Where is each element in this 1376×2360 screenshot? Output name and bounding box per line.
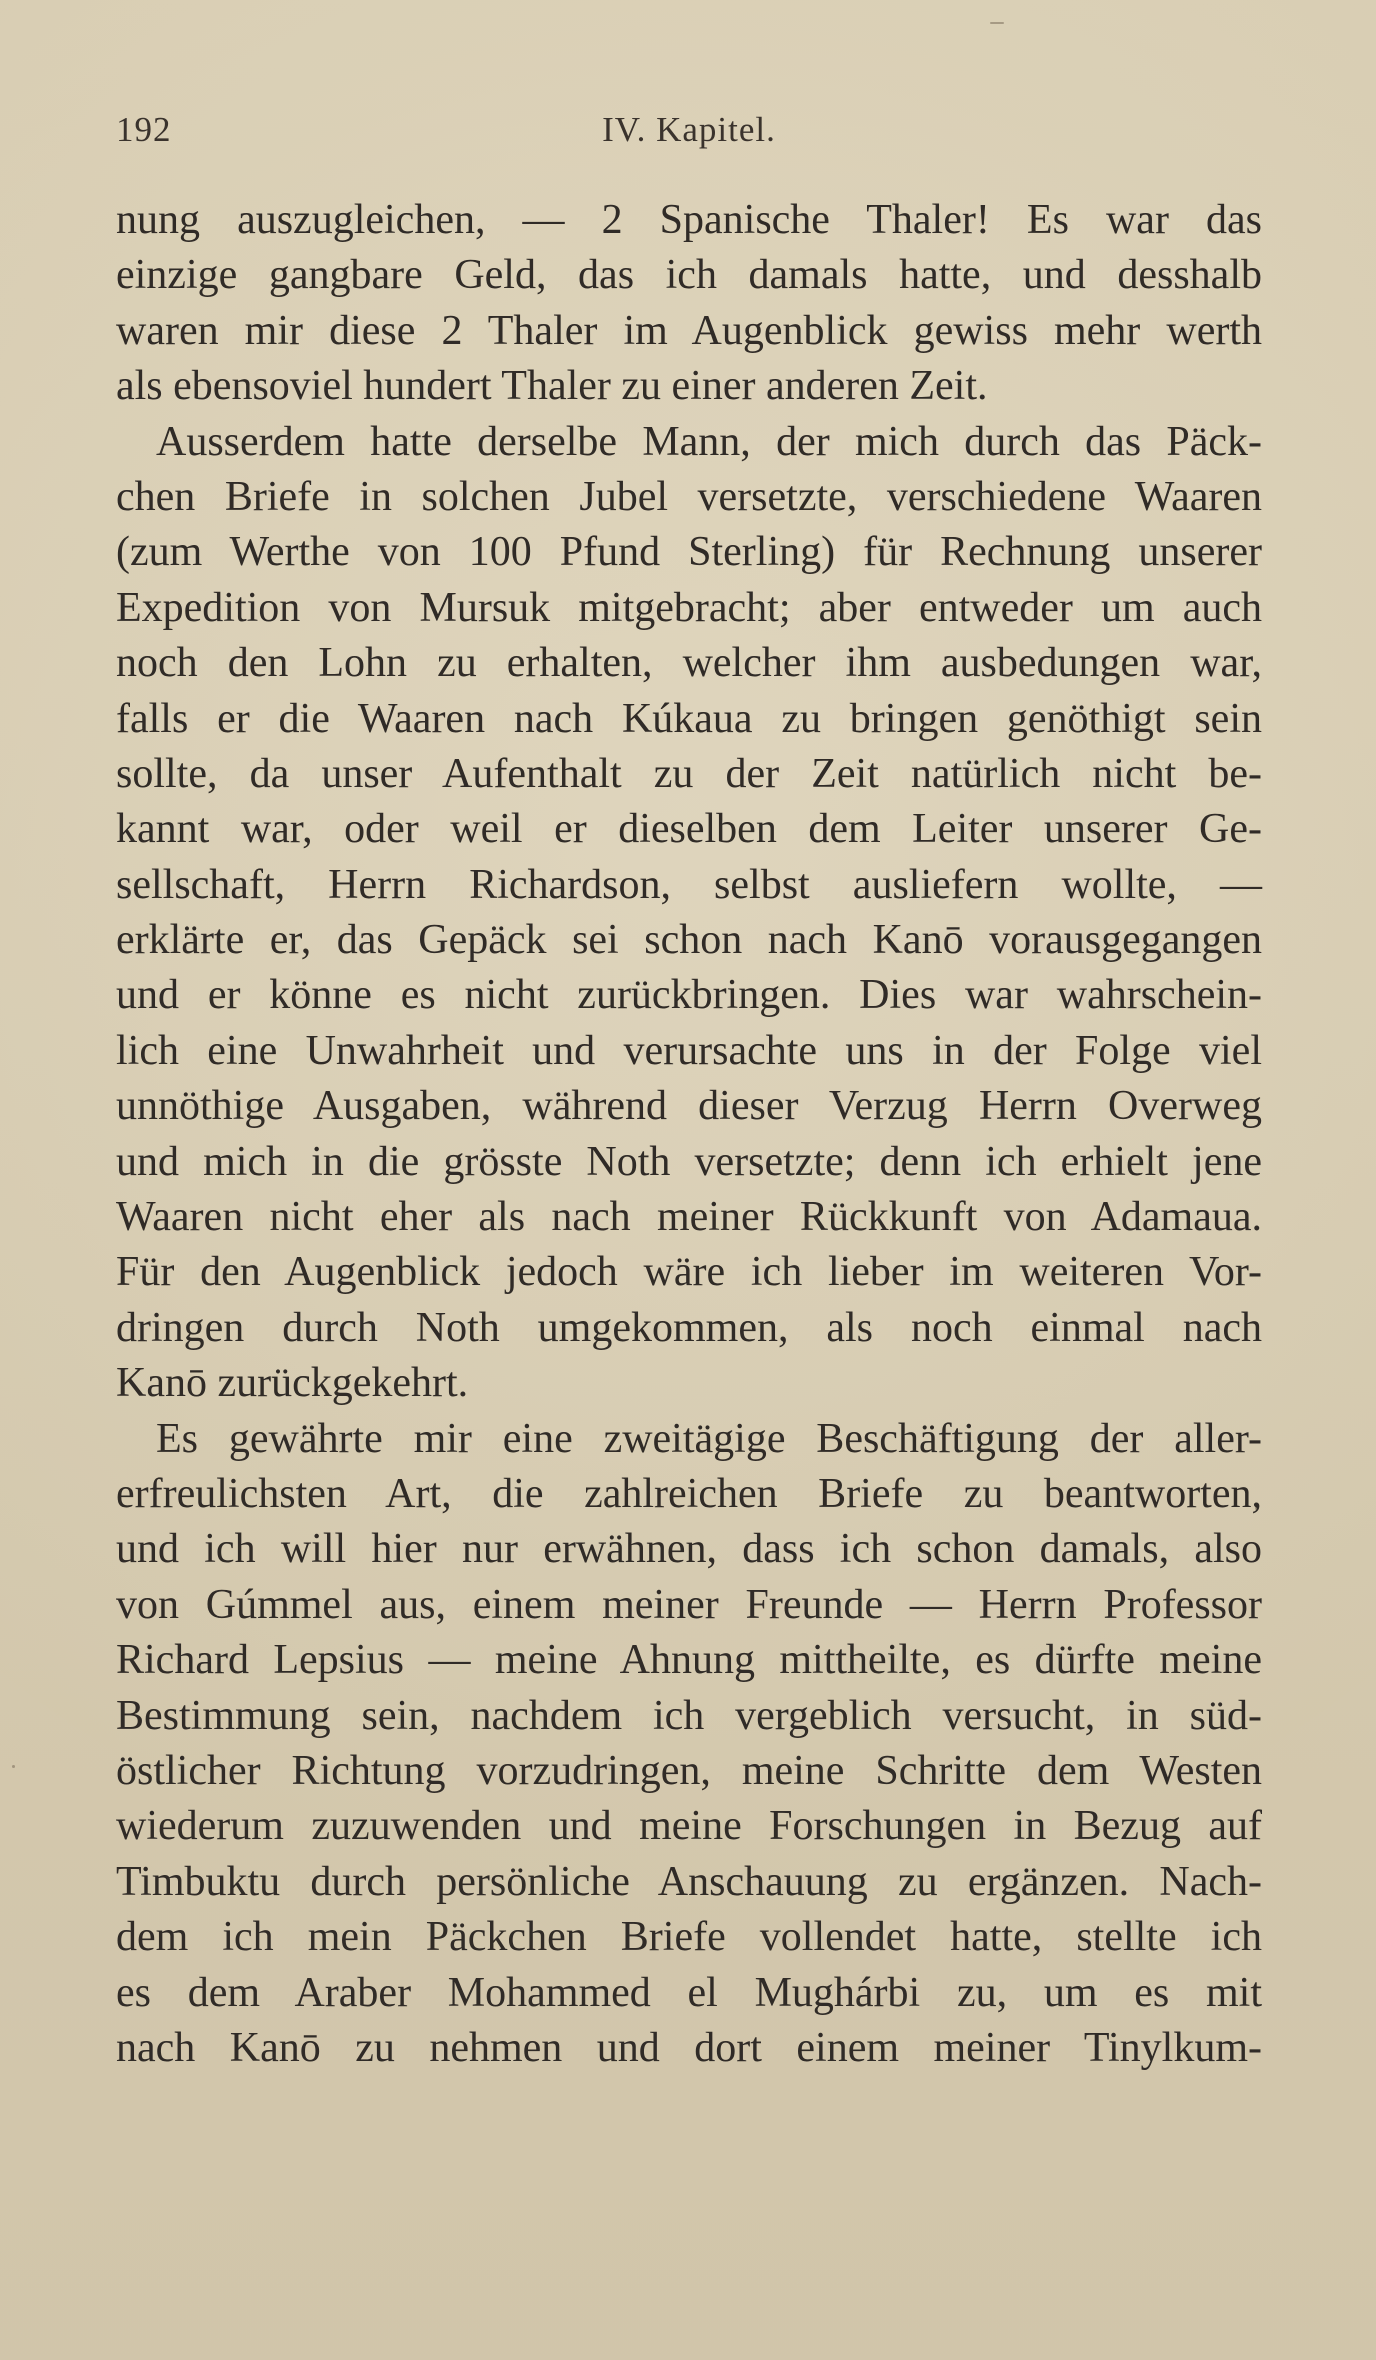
text-line: Für den Augenblick jedoch wäre ich lieber im weiteren Vor- — [116, 1249, 1262, 1296]
running-head: IV. Kapitel. — [602, 110, 776, 149]
page-number: 192 — [116, 110, 172, 149]
text-line: als ebensoviel hundert Thaler zu einer anderen Zeit. — [116, 363, 988, 410]
text-line: nung auszugleichen, — 2 Spanische Thaler! Es war das — [116, 197, 1262, 243]
text-line: Expedition von Mursuk mitgebracht; aber entweder um auch — [116, 584, 1262, 631]
text-line: von Gúmmel aus, einem meiner Freunde — Herrn Professor — [116, 1581, 1262, 1628]
body-text — [116, 193, 1262, 2076]
page-header — [116, 110, 1262, 170]
text-line: waren mir diese 2 Thaler im Augenblick gewiss mehr werth — [116, 307, 1262, 354]
text-line: und er könne es nicht zurückbringen. Dies war wahrschein- — [116, 972, 1262, 1019]
text-line: Bestimmung sein, nachdem ich vergeblich versucht, in süd- — [116, 1692, 1262, 1739]
text-line: noch den Lohn zu erhalten, welcher ihm ausbedungen war, — [116, 640, 1262, 687]
text-line: sellschaft, Herrn Richardson, selbst ausliefern wollte, — — [116, 861, 1262, 908]
paper-speck — [12, 1765, 15, 1768]
text-line: wiederum zuzuwenden und meine Forschungen in Bezug auf — [116, 1803, 1262, 1850]
text-line: Kanō zurückgekehrt. — [116, 1360, 469, 1407]
text-line: dem ich mein Päckchen Briefe vollendet hatte, stellte ich — [116, 1914, 1262, 1961]
text-line: und ich will hier nur erwähnen, dass ich schon damals, also — [116, 1526, 1262, 1573]
text-line: nach Kanō zu nehmen und dort einem meiner Tinylkum- — [116, 2024, 1262, 2071]
text-line: Es gewährte mir eine zweitägige Beschäftigung der aller- — [156, 1415, 1262, 1462]
text-line: Ausserdem hatte derselbe Mann, der mich durch das Päck- — [156, 418, 1262, 465]
text-line: lich eine Unwahrheit und verursachte uns in der Folge viel — [116, 1027, 1262, 1074]
text-line: (zum Werthe von 100 Pfund Sterling) für Rechnung unserer — [116, 529, 1262, 576]
text-line: Waaren nicht eher als nach meiner Rückkunft von Adamaua. — [116, 1194, 1262, 1241]
text-line: erfreulichsten Art, die zahlreichen Briefe zu beantworten, — [116, 1470, 1262, 1517]
text-line: und mich in die grösste Noth versetzte; denn ich erhielt jene — [116, 1138, 1262, 1185]
text-line: dringen durch Noth umgekommen, als noch einmal nach — [116, 1304, 1262, 1351]
text-line: unnöthige Ausgaben, während dieser Verzug Herrn Overweg — [116, 1083, 1262, 1130]
text-line: erklärte er, das Gepäck sei schon nach Kanō vorausgegangen — [116, 917, 1262, 964]
paper-speck — [990, 22, 1004, 24]
text-line: einzige gangbare Geld, das ich damals hatte, und desshalb — [116, 252, 1262, 299]
text-line: chen Briefe in solchen Jubel versetzte, verschiedene Waaren — [116, 473, 1262, 520]
text-line: es dem Araber Mohammed el Mughárbi zu, um es mit — [116, 1969, 1262, 2016]
text-line: kannt war, oder weil er dieselben dem Leiter unserer Ge- — [116, 806, 1262, 853]
text-line: östlicher Richtung vorzudringen, meine Schritte dem Westen — [116, 1747, 1262, 1794]
text-line: Timbuktu durch persönliche Anschauung zu ergänzen. Nach- — [116, 1858, 1262, 1905]
text-line: sollte, da unser Aufenthalt zu der Zeit natürlich nicht be- — [116, 750, 1262, 797]
text-line: Richard Lepsius — meine Ahnung mittheilte, es dürfte meine — [116, 1637, 1262, 1684]
text-line: falls er die Waaren nach Kúkaua zu bringen genöthigt sein — [116, 695, 1262, 742]
